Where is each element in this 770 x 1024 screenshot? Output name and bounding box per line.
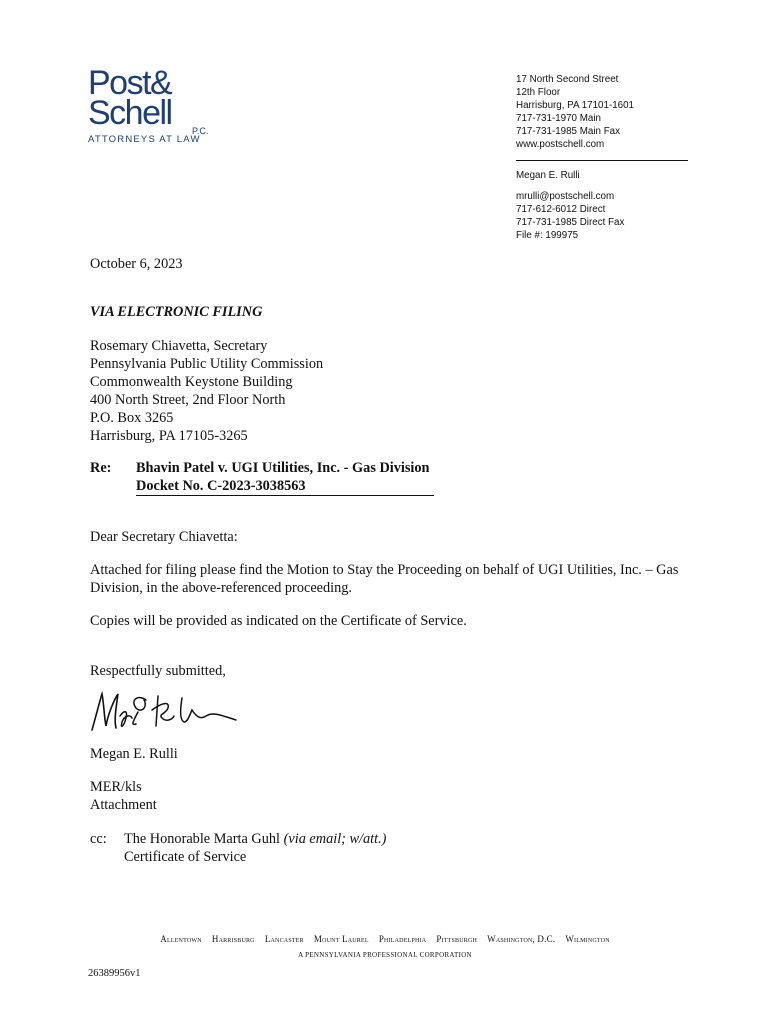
office-name: Allentown (160, 934, 202, 944)
office-name: Philadelphia (378, 934, 427, 944)
reference-initials: MER/kls (90, 779, 142, 795)
contact-block (516, 73, 688, 242)
office-locations (0, 934, 770, 944)
salutation: Dear Secretary Chiavetta: (90, 529, 238, 545)
office-name: Pittsburgh (436, 934, 478, 944)
attorney-fax: 717-731-1985 Direct Fax (516, 217, 625, 228)
firm-logo (88, 64, 228, 150)
cc-recipient-name: The Honorable Marta Guhl (124, 831, 284, 847)
recipient-line: Pennsylvania Public Utility Commission (90, 356, 324, 372)
fax-main: 717-731-1985 Main Fax (516, 126, 621, 137)
closing: Respectfully submitted, (90, 663, 226, 679)
contact-divider (516, 160, 688, 161)
office-name: Washington, D.C. (487, 934, 556, 944)
address-line: Harrisburg, PA 17101-1601 (516, 100, 634, 111)
re-label: Re: (90, 460, 112, 476)
address-line: 17 North Second Street (516, 74, 619, 85)
file-number: File #: 199975 (516, 230, 579, 241)
corporation-note: A PENNSYLVANIA PROFESSIONAL CORPORATION (298, 951, 472, 959)
reference-block (90, 778, 157, 814)
document-id: 26389956v1 (88, 968, 141, 979)
attorney-direct: 717-612-6012 Direct (516, 204, 606, 215)
logo-line-2-text: Schell (88, 94, 172, 132)
recipient-line: Harrisburg, PA 17105-3265 (90, 428, 248, 444)
logo-pc: P.C. (192, 126, 209, 136)
cc-lines (124, 830, 524, 866)
recipient-line: 400 North Street, 2nd Floor North (90, 392, 286, 408)
cc-certificate: Certificate of Service (124, 849, 247, 865)
body-paragraph-2: Copies will be provided as indicated on the Certificate of Service. (90, 613, 467, 629)
recipient-line: P.O. Box 3265 (90, 410, 174, 426)
handwritten-signature (86, 686, 246, 736)
office-name: Lancaster (264, 934, 304, 944)
enclosure-note: Attachment (90, 797, 157, 813)
cc-recipient-note: (via email; w/att.) (283, 831, 387, 847)
signer-name: Megan E. Rulli (90, 746, 178, 762)
phone-main: 717-731-1970 Main (516, 113, 601, 124)
letter-date: October 6, 2023 (90, 256, 183, 272)
office-name: Wilmington (565, 934, 610, 944)
re-lines (136, 459, 436, 496)
delivery-method: VIA ELECTRONIC FILING (90, 304, 263, 320)
logo-line-2 (88, 94, 228, 136)
logo-tagline: ATTORNEYS AT LAW (88, 134, 201, 145)
re-subject: Bhavin Patel v. UGI Utilities, Inc. - Gas Division (136, 460, 430, 476)
spacer (516, 182, 688, 190)
recipient-line: Commonwealth Keystone Building (90, 374, 293, 390)
address-line: 12th Floor (516, 87, 561, 98)
recipient-address (90, 337, 323, 445)
office-name: Harrisburg (211, 934, 255, 944)
website-link[interactable]: www.postschell.com (516, 139, 605, 150)
logo-line-1: Post& (88, 64, 172, 102)
recipient-line: Rosemary Chiavetta, Secretary (90, 338, 268, 354)
cc-label: cc: (90, 831, 107, 847)
docket-number: Docket No. C-2023-3038563 (136, 477, 434, 496)
attorney-email[interactable]: mrulli@postschell.com (516, 191, 615, 202)
attorney-name: Megan E. Rulli (516, 170, 580, 181)
office-name: Mount Laurel (313, 934, 369, 944)
body-paragraph-1: Attached for filing please find the Motion to Stay the Proceeding on behalf of UGI Utilities, Inc. – Gas Division, in the above-referenced proceeding. (90, 562, 679, 596)
cc-recipient (124, 830, 524, 848)
